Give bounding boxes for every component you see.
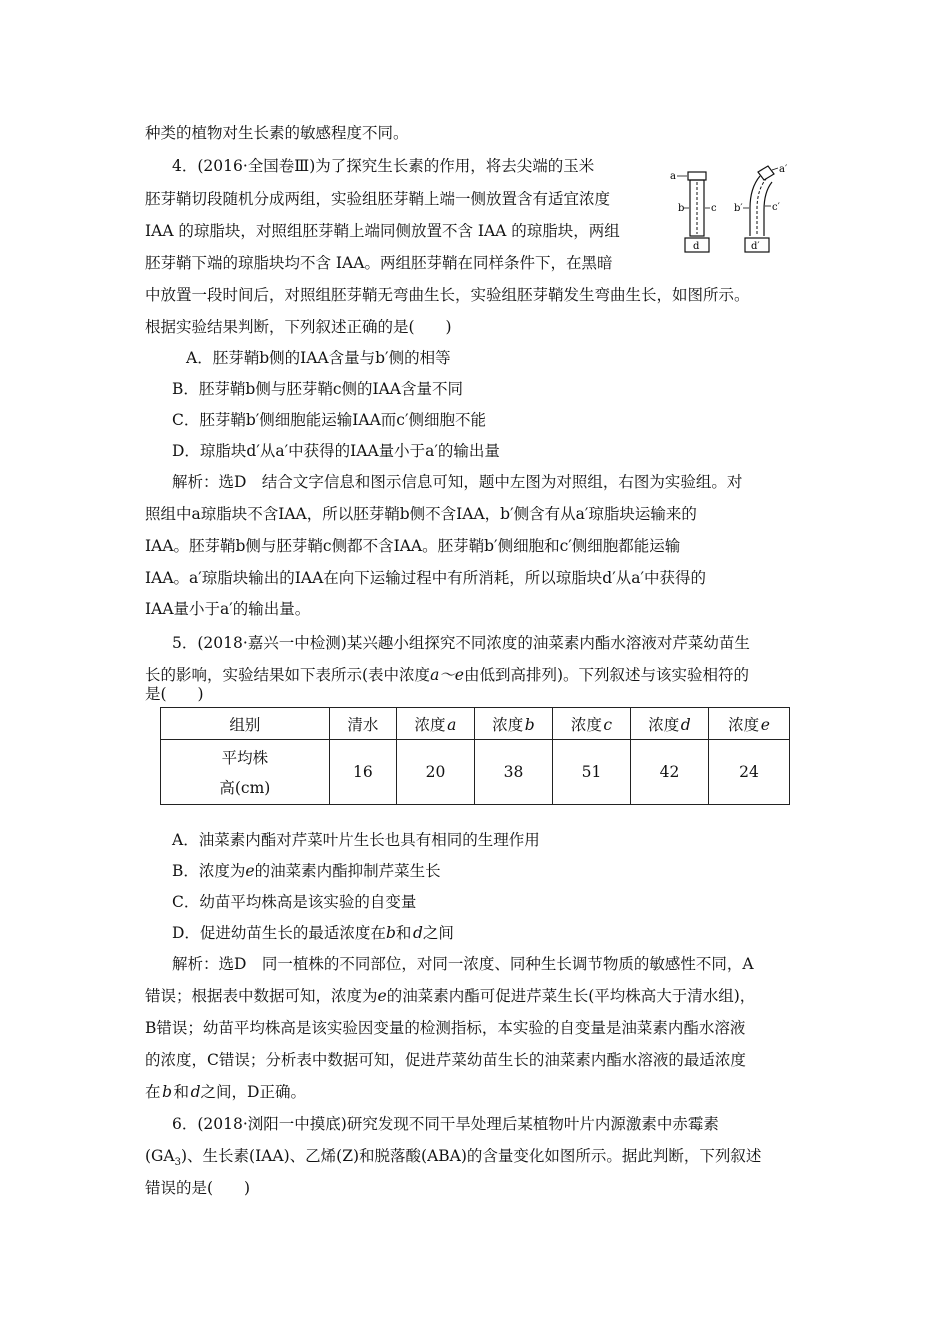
coleoptile-figure: [668, 158, 798, 258]
q4-line-6: 根据实验结果判断，下列叙述正确的是( ): [145, 318, 452, 336]
cell-water: 16: [329, 740, 396, 805]
label-d: d: [693, 241, 700, 252]
table-row: [161, 740, 790, 805]
q6-line-1: 6．(2018·浏阳一中摸底)研究发现不同干旱处理后某植物叶片内源激素中赤霉素: [172, 1115, 719, 1133]
q5-option-c: C．幼苗平均株高是该实验的自变量: [172, 893, 417, 911]
q5-analysis-3: B错误；幼苗平均株高是该实验因变量的检测指标，本实验的自变量是油菜素内酯水溶液: [145, 1019, 746, 1037]
q4-line-3: IAA 的琼脂块，对照组胚芽鞘上端同侧放置不含 IAA 的琼脂块，两组: [145, 222, 620, 240]
header-conc-b: 浓度 b: [474, 708, 552, 740]
q5-option-d: D．促进幼苗生长的最适浓度在b和 d之间: [172, 924, 454, 942]
row-label: 平均株 高(cm): [161, 740, 330, 805]
q4-analysis-2: 照组中a琼脂块不含IAA，所以胚芽鞘b侧不含IAA，b′侧含有从a′琼脂块运输来的: [145, 505, 697, 523]
cell-conc-d: 42: [630, 740, 708, 805]
q5-option-b: B．浓度为e的油菜素内酯抑制芹菜生长: [172, 862, 441, 880]
q5-line-3: 是( ): [145, 685, 204, 703]
cell-conc-e: 24: [709, 740, 790, 805]
q5-line-1: 5．(2018·嘉兴一中检测)某兴趣小组探究不同浓度的油菜素内酯水溶液对芹菜幼苗生: [172, 634, 750, 652]
q4-line-2: 胚芽鞘切段随机分成两组，实验组胚芽鞘上端一侧放置含有适宜浓度: [145, 190, 611, 208]
q6-line-3: 错误的是( ): [145, 1179, 251, 1197]
label-a: a: [670, 171, 676, 182]
q4-analysis-4: IAA。a′琼脂块输出的IAA在向下运输过程中有所消耗，所以琼脂块d′从a′中获得的: [145, 569, 706, 587]
q4-option-c: C．胚芽鞘b′侧细胞能运输IAA而c′侧细胞不能: [172, 411, 487, 429]
q4-analysis-3: IAA。胚芽鞘b侧与胚芽鞘c侧都不含IAA。胚芽鞘b′侧细胞和c′侧细胞都能运输: [145, 537, 681, 555]
label-a-prime: a′: [779, 164, 788, 175]
q5-analysis-4: 的浓度，C错误；分析表中数据可知，促进芹菜幼苗生长的油菜素内酯水溶液的最适浓度: [145, 1051, 746, 1069]
header-group: 组别: [161, 708, 330, 740]
q4-line-5: 中放置一段时间后，对照组胚芽鞘无弯曲生长，实验组胚芽鞘发生弯曲生长，如图所示。: [145, 286, 750, 304]
q4-line-1: 4．(2016·全国卷Ⅲ)为了探究生长素的作用，将去尖端的玉米: [172, 157, 595, 175]
label-c-prime: c′: [772, 202, 780, 213]
label-c: c: [711, 203, 717, 214]
experimental-coleoptile: [734, 164, 788, 252]
label-d-prime: d′: [751, 241, 760, 252]
cell-conc-b: 38: [474, 740, 552, 805]
header-conc-a: 浓度 a: [396, 708, 474, 740]
control-coleoptile: [670, 171, 717, 252]
table-header-row: [161, 708, 790, 740]
q4-option-d: D．琼脂块d′从a′中获得的IAA量小于a′的输出量: [172, 442, 500, 460]
cell-conc-c: 51: [552, 740, 630, 805]
header-conc-d: 浓度 d: [630, 708, 708, 740]
q5-option-a: A．油菜素内酯对芹菜叶片生长也具有相同的生理作用: [172, 831, 540, 849]
q6-line-2: $(GA_3)$、生长素(IAA)、乙烯(Z)和脱落酸(ABA)的含量变化如图所示。据此判断，下列叙述: [145, 1147, 762, 1169]
q4-option-b: B．胚芽鞘b侧与胚芽鞘c侧的IAA含量不同: [172, 380, 464, 398]
label-b: b: [678, 203, 685, 214]
q5-analysis-1: 解析：选D 同一植株的不同部位，对同一浓度、同种生长调节物质的敏感性不同，A: [172, 955, 754, 973]
q5-line-2: 长的影响，实验结果如下表所示(表中浓度a～e由低到高排列)。下列叙述与该实验相符的: [145, 666, 750, 684]
label-b-prime: b′: [734, 203, 743, 214]
q4-analysis-1: 解析：选D 结合文字信息和图示信息可知，题中左图为对照组，右图为实验组。对: [172, 473, 743, 491]
intro-line: 种类的植物对生长素的敏感程度不同。: [145, 124, 409, 142]
q4-option-a: A．胚芽鞘b侧的IAA含量与b′侧的相等: [186, 349, 451, 367]
q5-analysis-5: 在 b 和 d之间，D正确。: [145, 1083, 306, 1101]
q4-line-4: 胚芽鞘下端的琼脂块均不含 IAA。两组胚芽鞘在同样条件下，在黑暗: [145, 254, 613, 272]
cell-conc-a: 20: [396, 740, 474, 805]
q4-analysis-5: IAA量小于a′的输出量。: [145, 600, 311, 618]
header-conc-e: 浓度 e: [709, 708, 790, 740]
header-conc-c: 浓度 c: [552, 708, 630, 740]
q5-results-table: [160, 707, 790, 805]
header-water: 清水: [329, 708, 396, 740]
q5-analysis-2: 错误；根据表中数据可知，浓度为e的油菜素内酯可促进芹菜生长(平均株高大于清水组)，: [145, 987, 756, 1005]
